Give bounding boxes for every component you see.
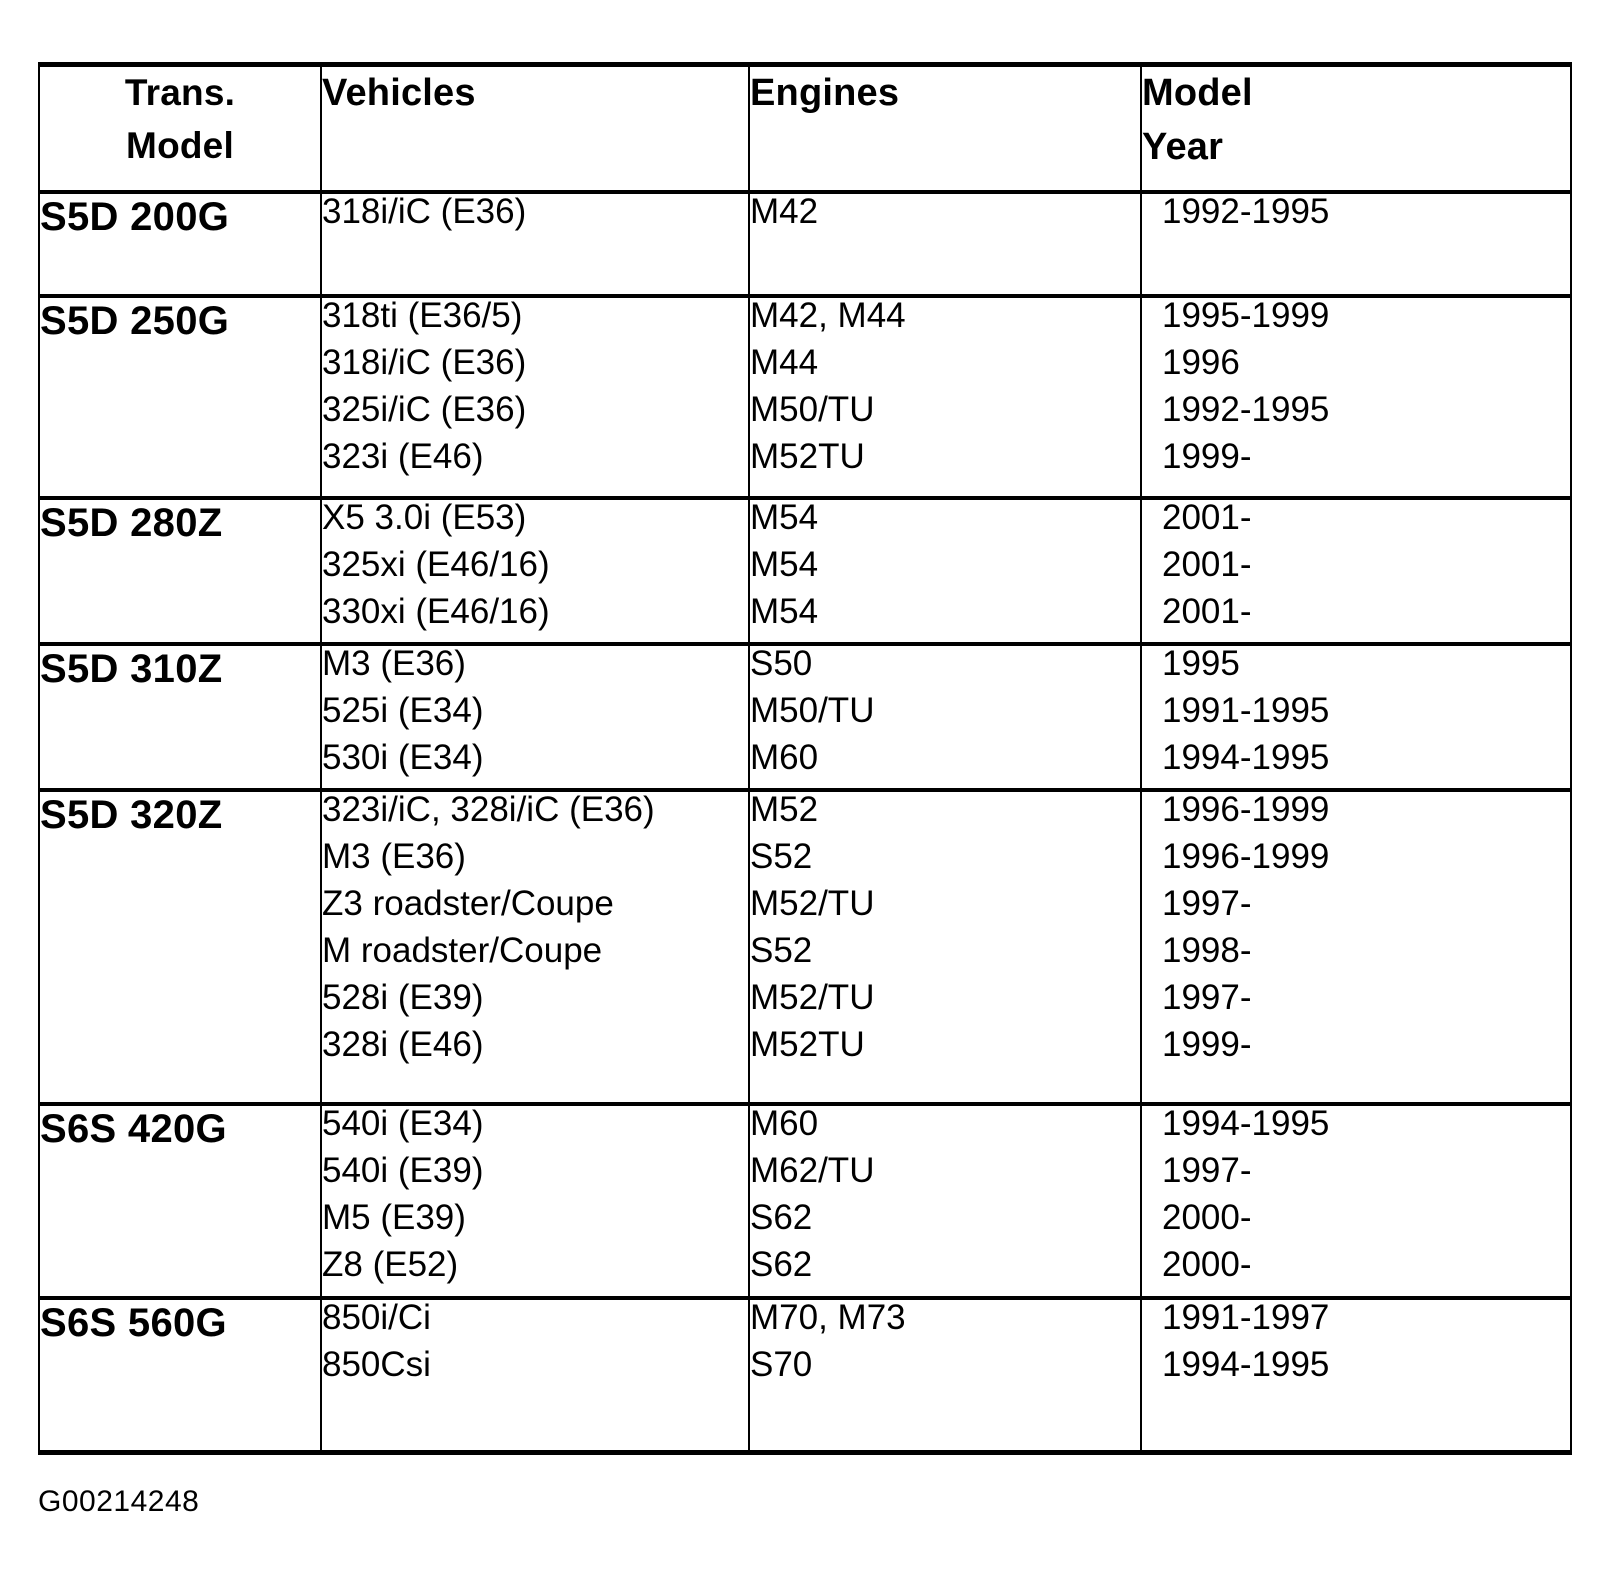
- list-item: S50: [750, 644, 813, 683]
- figure-id-caption: G00214248: [38, 1485, 200, 1518]
- trans-model-value: S5D 310Z: [40, 647, 223, 691]
- table-row: [39, 1104, 1571, 1298]
- list-item: 528i (E39): [322, 978, 484, 1017]
- trans-model-value: S5D 200G: [40, 195, 230, 239]
- list-item: M42, M44: [750, 296, 906, 335]
- table-header-row: [39, 65, 1571, 193]
- cell-engines: [749, 296, 1141, 498]
- table-row: [39, 1298, 1571, 1453]
- cell-trans-model: [39, 296, 321, 498]
- table-row: [39, 192, 1571, 296]
- column-header-engines-label: Engines: [750, 72, 900, 114]
- cell-vehicles: [321, 296, 749, 498]
- vehicles-list: [322, 298, 748, 474]
- model-year-list: [1162, 1106, 1570, 1282]
- list-item: M3 (E36): [322, 644, 466, 683]
- list-item: 1994-1995: [1162, 1345, 1330, 1384]
- list-item: 1997-: [1162, 884, 1252, 923]
- model-year-list: [1162, 500, 1570, 629]
- cell-model-year: [1141, 296, 1571, 498]
- list-item: 330xi (E46/16): [322, 592, 550, 631]
- list-item: 328i (E46): [322, 1025, 484, 1064]
- cell-model-year: [1141, 1298, 1571, 1453]
- list-item: M42: [750, 192, 819, 231]
- column-header-model-year-line2: Year: [1142, 125, 1224, 168]
- list-item: 1999-: [1162, 1025, 1252, 1064]
- list-item: S52: [750, 837, 813, 876]
- cell-engines: [749, 1104, 1141, 1298]
- vehicles-list: [322, 646, 748, 775]
- list-item: S62: [750, 1245, 813, 1284]
- list-item: M62/TU: [750, 1151, 875, 1190]
- trans-model-value: S6S 420G: [40, 1107, 227, 1151]
- engines-list: [750, 646, 1140, 775]
- column-header-trans-model-line2: Model: [126, 124, 234, 166]
- cell-engines: [749, 1298, 1141, 1453]
- list-item: M54: [750, 545, 819, 584]
- column-header-vehicles: [321, 65, 749, 193]
- table-body: [39, 65, 1571, 1453]
- list-item: S70: [750, 1345, 813, 1384]
- list-item: M60: [750, 738, 819, 777]
- list-item: 2001-: [1162, 498, 1252, 537]
- list-item: S62: [750, 1198, 813, 1237]
- cell-engines: [749, 192, 1141, 296]
- table-row: [39, 790, 1571, 1104]
- model-year-list: [1162, 646, 1570, 775]
- vehicles-list: [322, 194, 748, 229]
- cell-model-year: [1141, 790, 1571, 1104]
- cell-trans-model: [39, 192, 321, 296]
- model-year-list: [1162, 194, 1570, 229]
- cell-vehicles: [321, 790, 749, 1104]
- list-item: M50/TU: [750, 390, 875, 429]
- list-item: 323i/iC, 328i/iC (E36): [322, 790, 655, 829]
- engines-list: [750, 500, 1140, 629]
- list-item: 1991-1997: [1162, 1298, 1330, 1337]
- cell-trans-model: [39, 498, 321, 644]
- list-item: 1996-1999: [1162, 837, 1330, 876]
- cell-engines: [749, 644, 1141, 790]
- list-item: X5 3.0i (E53): [322, 498, 527, 537]
- cell-trans-model: [39, 1104, 321, 1298]
- column-header-trans-model-line1: Trans.: [124, 72, 236, 113]
- column-header-engines: [749, 65, 1141, 193]
- spec-table: [38, 62, 1572, 1455]
- column-header-model-year-line1: Model: [1142, 72, 1253, 114]
- list-item: M54: [750, 592, 819, 631]
- cell-model-year: [1141, 1104, 1571, 1298]
- list-item: M5 (E39): [322, 1198, 466, 1237]
- trans-model-value: S5D 280Z: [40, 501, 223, 545]
- list-item: M60: [750, 1104, 819, 1143]
- cell-model-year: [1141, 498, 1571, 644]
- list-item: 1992-1995: [1162, 192, 1330, 231]
- list-item: S52: [750, 931, 813, 970]
- list-item: 1994-1995: [1162, 1104, 1330, 1143]
- engines-list: [750, 1106, 1140, 1282]
- cell-engines: [749, 498, 1141, 644]
- model-year-list: [1162, 792, 1570, 1062]
- list-item: M50/TU: [750, 691, 875, 730]
- list-item: 1994-1995: [1162, 738, 1330, 777]
- list-item: 2001-: [1162, 592, 1252, 631]
- vehicles-list: [322, 500, 748, 629]
- list-item: 325xi (E46/16): [322, 545, 550, 584]
- list-item: 540i (E34): [322, 1104, 484, 1143]
- cell-engines: [749, 790, 1141, 1104]
- list-item: M52/TU: [750, 884, 875, 923]
- trans-model-value: S6S 560G: [40, 1301, 227, 1345]
- table-row: [39, 498, 1571, 644]
- engines-list: [750, 298, 1140, 474]
- list-item: 2000-: [1162, 1198, 1252, 1237]
- engines-list: [750, 1300, 1140, 1382]
- cell-model-year: [1141, 192, 1571, 296]
- list-item: 525i (E34): [322, 691, 484, 730]
- engines-list: [750, 792, 1140, 1062]
- list-item: M52: [750, 790, 819, 829]
- list-item: 1997-: [1162, 978, 1252, 1017]
- cell-vehicles: [321, 1104, 749, 1298]
- list-item: 1996-1999: [1162, 790, 1330, 829]
- list-item: 1996: [1162, 343, 1240, 382]
- model-year-list: [1162, 298, 1570, 474]
- list-item: M54: [750, 498, 819, 537]
- trans-model-value: S5D 250G: [40, 299, 230, 343]
- cell-model-year: [1141, 644, 1571, 790]
- list-item: 1995: [1162, 644, 1240, 683]
- list-item: Z3 roadster/Coupe: [322, 884, 614, 923]
- list-item: 1992-1995: [1162, 390, 1330, 429]
- column-header-model-year: [1141, 65, 1571, 193]
- table-row: [39, 296, 1571, 498]
- vehicles-list: [322, 1300, 748, 1382]
- list-item: 1999-: [1162, 437, 1252, 476]
- list-item: 1998-: [1162, 931, 1252, 970]
- engines-list: [750, 194, 1140, 229]
- list-item: M52TU: [750, 437, 865, 476]
- list-item: 1991-1995: [1162, 691, 1330, 730]
- model-year-list: [1162, 1300, 1570, 1382]
- list-item: M roadster/Coupe: [322, 931, 603, 970]
- cell-trans-model: [39, 1298, 321, 1453]
- list-item: 323i (E46): [322, 437, 484, 476]
- cell-vehicles: [321, 192, 749, 296]
- cell-vehicles: [321, 1298, 749, 1453]
- list-item: M44: [750, 343, 819, 382]
- list-item: 1995-1999: [1162, 296, 1330, 335]
- trans-model-value: S5D 320Z: [40, 793, 223, 837]
- column-header-trans-model: [39, 65, 321, 193]
- vehicles-list: [322, 1106, 748, 1282]
- list-item: M52/TU: [750, 978, 875, 1017]
- cell-trans-model: [39, 644, 321, 790]
- list-item: 540i (E39): [322, 1151, 484, 1190]
- cell-vehicles: [321, 498, 749, 644]
- transmission-application-table: [38, 62, 1570, 1455]
- list-item: 2001-: [1162, 545, 1252, 584]
- list-item: M3 (E36): [322, 837, 466, 876]
- list-item: Z8 (E52): [322, 1245, 459, 1284]
- list-item: 325i/iC (E36): [322, 390, 527, 429]
- list-item: 318i/iC (E36): [322, 192, 527, 231]
- list-item: 2000-: [1162, 1245, 1252, 1284]
- cell-trans-model: [39, 790, 321, 1104]
- list-item: 850i/Ci: [322, 1298, 431, 1337]
- list-item: 1997-: [1162, 1151, 1252, 1190]
- list-item: 318ti (E36/5): [322, 296, 523, 335]
- list-item: M70, M73: [750, 1298, 906, 1337]
- cell-vehicles: [321, 644, 749, 790]
- vehicles-list: [322, 792, 748, 1062]
- list-item: 318i/iC (E36): [322, 343, 527, 382]
- list-item: 850Csi: [322, 1345, 431, 1384]
- table-row: [39, 644, 1571, 790]
- list-item: M52TU: [750, 1025, 865, 1064]
- column-header-vehicles-label: Vehicles: [322, 72, 476, 114]
- list-item: 530i (E34): [322, 738, 484, 777]
